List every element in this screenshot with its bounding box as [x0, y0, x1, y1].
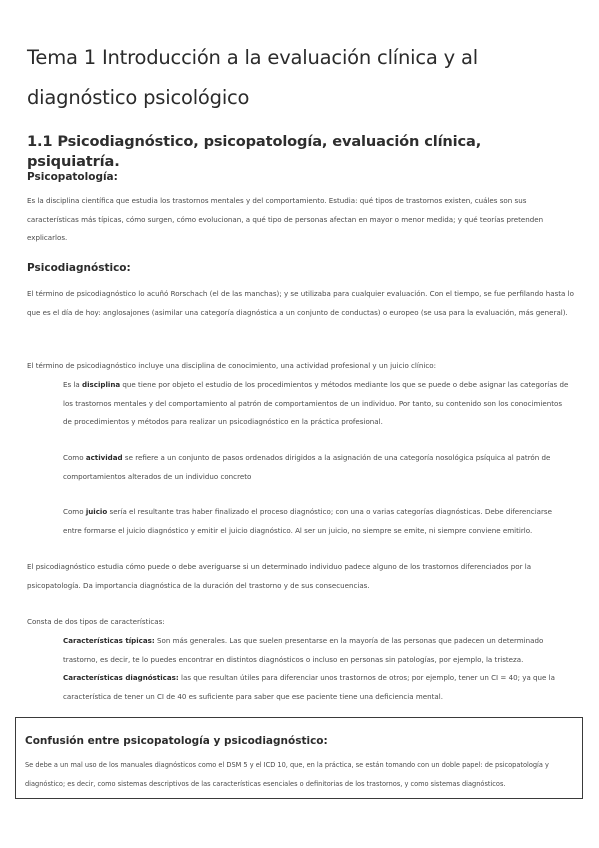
psicodiagnostico-intro: El término de psicodiagnóstico incluye una disciplina de conocimiento, una actividad profesional y un juicio clínico:: [27, 361, 436, 370]
section-subtitle: 1.1 Psicodiagnóstico, psicopatología, evaluación clínica, psiquiatría.: [27, 133, 482, 170]
tipicas-keyword: Características típicas:: [63, 636, 155, 645]
disciplina-pre: Es la: [63, 380, 83, 389]
tipicas-text: Son más generales. Las que suelen presentarse en la mayoría de las personas que padecen un determinado trastorno, es decir, te lo puedes encontrar en distintos diagnósticos o incluso en personas sin patologías, por ejemplo, la tristeza.: [63, 636, 544, 664]
juicio-pre: Como: [63, 507, 86, 516]
actividad-pre: Como: [63, 453, 86, 462]
psicodiagnostico-paragraph: El término de psicodiagnóstico lo acuñó Rorschach (el de las manchas); y se utilizaba para cualquier evaluación. Con el tiempo, se fue perfilando hasta lo que es el día de hoy: anglosajones (asimilar una categoría diagnóstica a un conjunto de conductas) o europeo (se usa para la evaluación, más general).: [27, 289, 574, 317]
juicio-keyword: juicio: [85, 507, 108, 516]
disciplina-paragraph: [63, 376, 571, 432]
confusion-box: [15, 717, 583, 799]
psicodiagnostico-heading: Psicodiagnóstico:: [27, 262, 131, 274]
diagnosticas-text: las que resultan útiles para diferenciar unos trastornos de otros; por ejemplo, tener un CI = 40; ya que la característica de tener un CI de 40 es suficiente para saber que ese paciente tiene una deficiencia mental.: [63, 673, 555, 701]
juicio-paragraph: [63, 503, 571, 540]
juicio-text: sería el resultante tras haber finalizado el proceso diagnóstico; con una o varias categorías diagnósticas. Debe diferenciarse entre formarse el juicio diagnóstico y emitir el juicio diagnóstico. Al ser un juicio, no siempre se emite, ni siempre conviene emitirlo.: [63, 507, 552, 535]
psicopatologia-heading: Psicopatología:: [27, 171, 118, 183]
page-title: Tema 1 Introducción a la evaluación clínica y al diagnóstico psicológico: [27, 46, 478, 109]
diagnosticas-paragraph: [63, 669, 571, 706]
confusion-paragraph: Se debe a un mal uso de los manuales diagnósticos como el DSM 5 y el ICD 10, que, en la práctica, se están tomando con un doble papel: de psicopatología y diagnóstico; es decir, como sistemas descriptivos de las características esenciales o definitorias de los trastornos, y como sistemas diagnósticos.: [25, 761, 549, 788]
consta-paragraph: Consta de dos tipos de características:: [27, 617, 165, 626]
tipicas-paragraph: [63, 632, 571, 669]
disciplina-text: que tiene por objeto el estudio de los procedimientos y métodos mediante los que se puede o debe asignar las categorías de los trastornos mentales y del comportamiento al patrón de comportamientos de un individuo. Por tanto, su contenido son los conocimientos de procedimientos y métodos para realizar un psicodiagnóstico en la práctica profesional.: [63, 380, 569, 427]
psicopatologia-paragraph: Es la disciplina científica que estudia los trastornos mentales y del comportamiento. Estudia: qué tipos de trastornos existen, cuáles son sus características más típicas, cómo surgen, cómo evolucionan, a qué tipo de personas afectan en mayor o menor medida; y qué teorías pretenden explicarlos.: [27, 196, 544, 243]
actividad-text: se refiere a un conjunto de pasos ordenados dirigidos a la asignación de una categoría nosológica psíquica al patrón de comportamientos alterados de un individuo concreto: [63, 453, 551, 481]
disciplina-keyword: disciplina: [82, 380, 121, 389]
actividad-paragraph: [63, 449, 571, 486]
actividad-keyword: actividad: [85, 453, 123, 462]
diagnosticas-keyword: Características diagnósticas:: [63, 673, 179, 682]
confusion-heading: Confusión entre psicopatología y psicodiagnóstico:: [25, 735, 328, 747]
estudia-paragraph: El psicodiagnóstico estudia cómo puede o debe averiguarse si un determinado individuo padece alguno de los trastornos diferenciados por la psicopatología. Da importancia diagnóstica de la duración del trastorno y de sus consecuencias.: [27, 562, 532, 590]
